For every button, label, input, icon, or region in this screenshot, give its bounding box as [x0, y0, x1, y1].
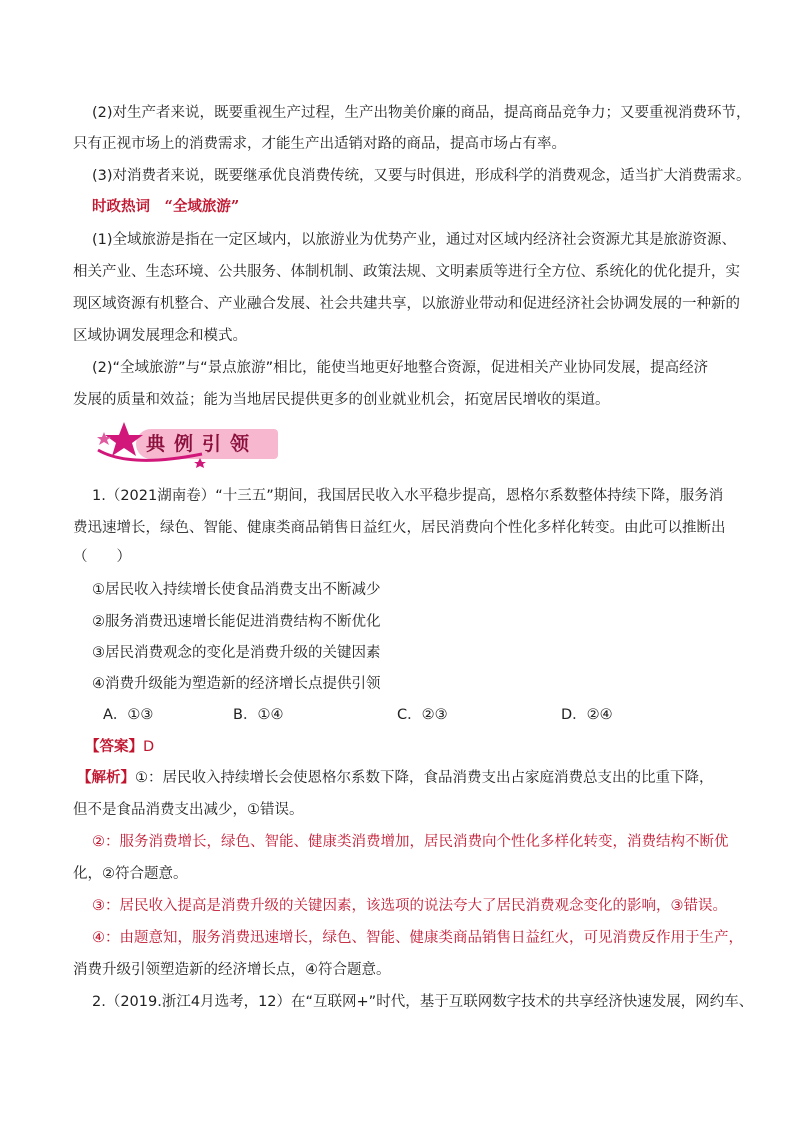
para-compare-line-1: (2)“全域旅游”与“景点旅游”相比，能使当地更好地整合资源，促进相关产业协同发展，提高经济: [92, 360, 709, 376]
q1-stem-line-3: （ ）: [73, 549, 131, 565]
q1-analysis-line-3: ②：服务消费增长，绿色、智能、健康类消费增加，居民消费向个性化多样化转变，消费结构不断优: [92, 834, 729, 850]
answer-value: D: [143, 739, 155, 755]
q1-statement-3: ③居民消费观念的变化是消费升级的关键因素: [92, 645, 381, 661]
q1-option-a: A．①③: [103, 707, 154, 723]
q1-option-b: B．①④: [233, 707, 284, 723]
para-tourism-line-1: (1)全域旅游是指在一定区域内，以旅游业为优势产业，通过对区域内经济社会资源尤其是旅游资源、: [92, 232, 737, 248]
q1-analysis-line-5: ③：居民收入提高是消费升级的关键因素，该选项的说法夸大了居民消费观念变化的影响，③错误。: [92, 898, 727, 914]
q2-stem-line-1: 2.（2019.浙江4月选考，12）在“互联网+”时代，基于互联网数字技术的共享经济快速发展，网约车、: [92, 994, 754, 1010]
q1-analysis-line-4: 化，②符合题意。: [73, 866, 188, 882]
para-compare-line-2: 发展的质量和效益；能为当地居民提供更多的创业就业机会，拓宽居民增收的渠道。: [73, 392, 610, 408]
para-tourism-line-4: 区域协调发展理念和模式。: [73, 328, 247, 344]
analysis-label: 【解析】: [77, 770, 135, 786]
para-tourism-line-3: 现区域资源有机整合、产业融合发展、社会共建共享，以旅游业带动和促进经济社会协调发展的一种新的: [73, 296, 740, 312]
analysis-text-1: ①：居民收入持续增长会使恩格尔系数下降，食品消费支出占家庭消费总支出的比重下降，: [135, 770, 714, 786]
q1-option-c: C．②③: [397, 707, 448, 723]
hot-term-heading: 时政热词 “全域旅游”: [92, 198, 240, 215]
q1-option-d: D．②④: [561, 707, 613, 723]
q1-analysis-line-6: ④：由题意知，服务消费迅速增长，绿色、智能、健康类商品销售日益红火，可见消费反作用于生产，: [92, 930, 743, 946]
para-producer-line-2: 只有正视市场上的消费需求，才能生产出适销对路的商品，提高市场占有率。: [73, 136, 566, 152]
banner-title: 典例引领: [146, 433, 259, 455]
q1-analysis-line-7: 消费升级引领塑造新的经济增长点，④符合题意。: [73, 962, 391, 978]
q1-statement-4: ④消费升级能为塑造新的经济增长点提供引领: [92, 676, 381, 692]
q1-analysis-line-1: [77, 768, 714, 788]
answer-label: 【答案】: [85, 739, 143, 755]
para-consumer: (3)对消费者来说，既要继承优良消费传统，又要与时俱进，形成科学的消费观念，适当扩大消费需求。: [92, 168, 751, 184]
q1-stem-line-2: 费迅速增长，绿色、智能、健康类商品销售日益红火，居民消费向个性化多样化转变。由此可以推断出: [73, 520, 726, 536]
para-tourism-line-2: 相关产业、生态环境、公共服务、体制机制、政策法规、文明素质等进行全方位、系统化的优化提升，实: [73, 264, 740, 280]
section-banner: [92, 418, 282, 468]
q1-stem-line-1: 1.（2021湖南卷）“十三五”期间，我国居民收入水平稳步提高，恩格尔系数整体持续下降，服务消: [92, 488, 724, 504]
q1-analysis-line-2: 但不是食品消费支出减少，①错误。: [73, 802, 304, 818]
q1-statement-1: ①居民收入持续增长使食品消费支出不断减少: [92, 582, 381, 598]
para-producer-line-1: (2)对生产者来说，既要重视生产过程，生产出物美价廉的商品，提高商品竞争力；又要重视消费环节，: [92, 105, 751, 121]
q1-answer: [85, 737, 154, 757]
q1-statement-2: ②服务消费迅速增长能促进消费结构不断优化: [92, 614, 381, 630]
